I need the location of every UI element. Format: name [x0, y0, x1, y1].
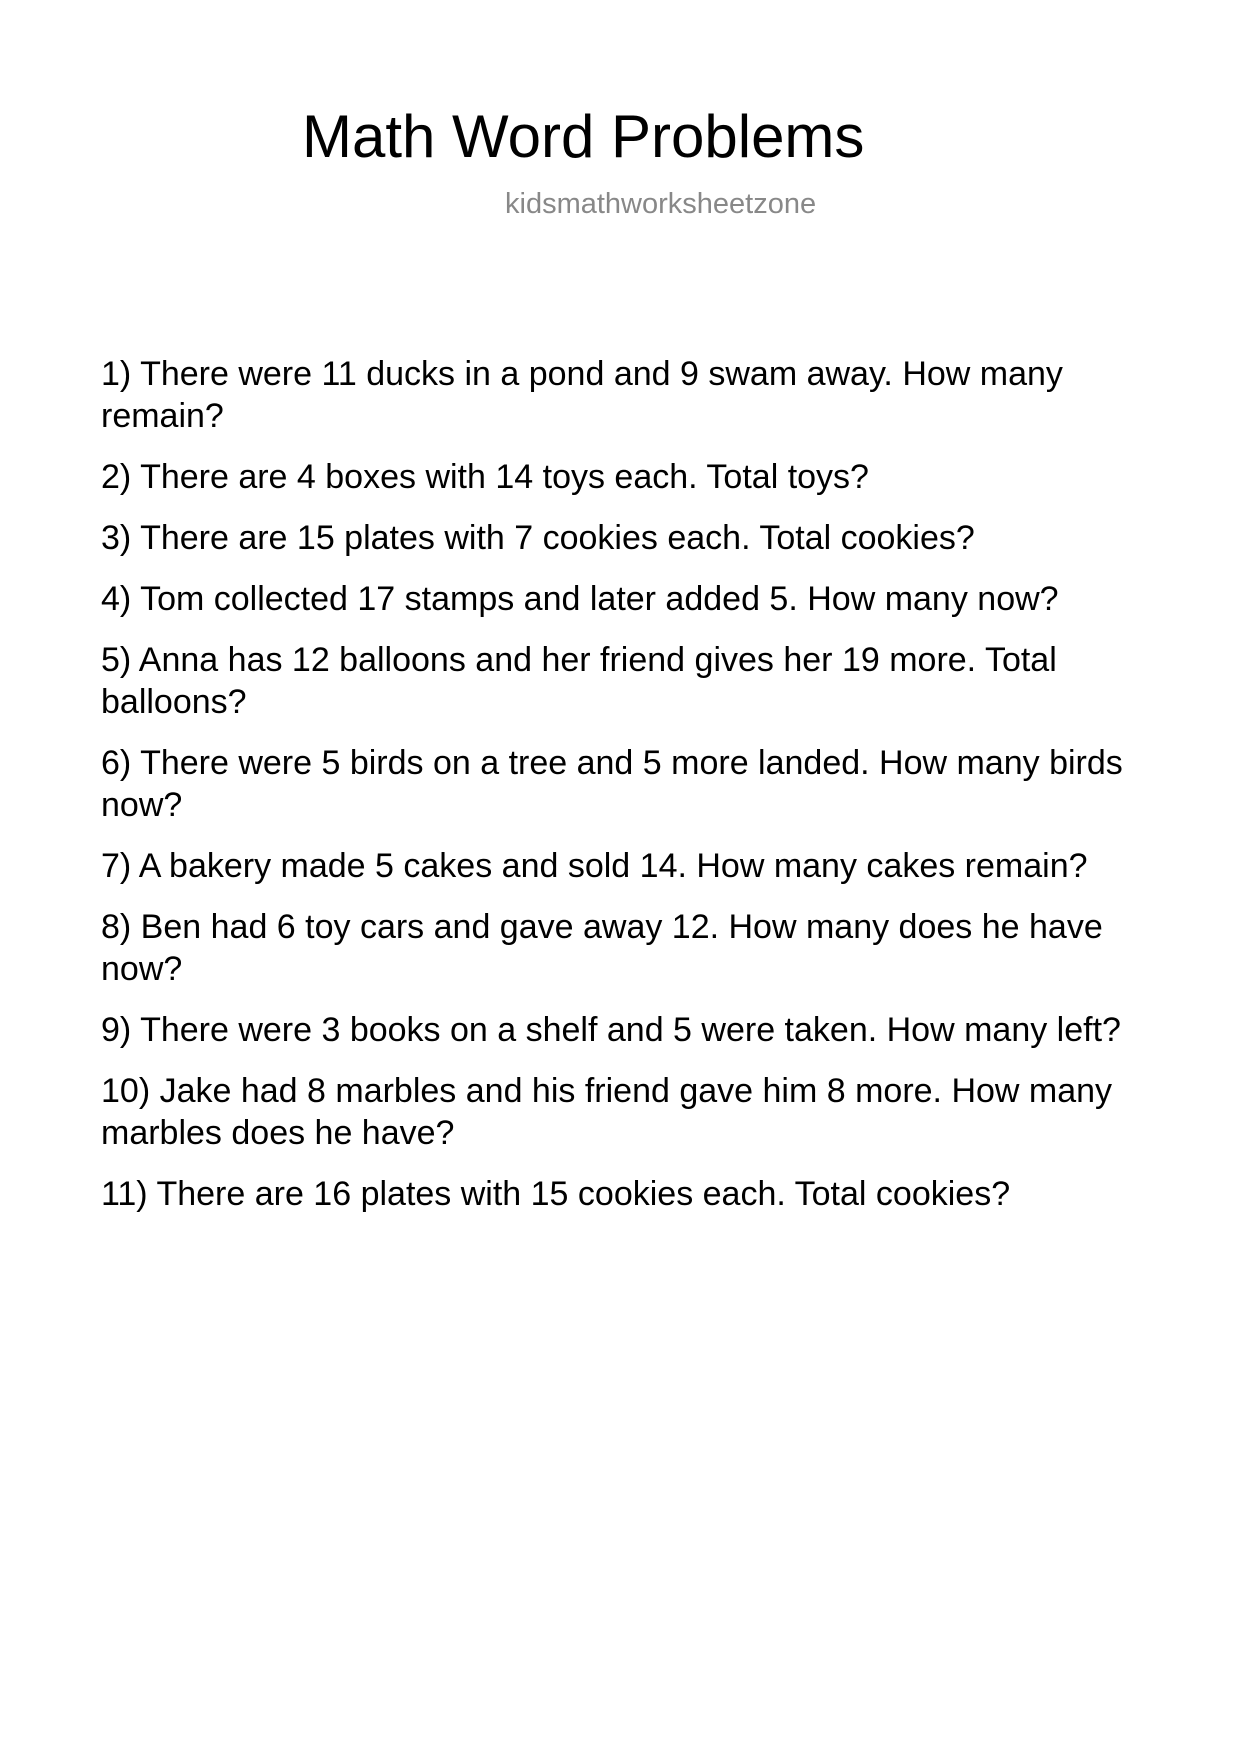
problem-9: 9) There were 3 books on a shelf and 5 were taken. How many left? [101, 1011, 1121, 1049]
problem-1: 1) There were 11 ducks in a pond and 9 swam away. How many remain? [101, 355, 1063, 435]
site-name: kidsmathworksheetzone [505, 188, 817, 220]
problem-8: 8) Ben had 6 toy cars and gave away 12. How many does he have now? [101, 908, 1103, 988]
problem-4: 4) Tom collected 17 stamps and later added 5. How many now? [101, 580, 1059, 618]
problem-10: 10) Jake had 8 marbles and his friend gave him 8 more. How many marbles does he have? [101, 1072, 1113, 1152]
problem-11: 11) There are 16 plates with 15 cookies each. Total cookies? [101, 1175, 1011, 1213]
problem-7: 7) A bakery made 5 cakes and sold 14. How many cakes remain? [101, 847, 1088, 885]
problem-5: 5) Anna has 12 balloons and her friend gives her 19 more. Total balloons? [101, 641, 1057, 721]
problem-6: 6) There were 5 birds on a tree and 5 more landed. How many birds now? [101, 744, 1123, 824]
problem-list [101, 353, 1153, 1234]
problem-2: 2) There are 4 boxes with 14 toys each. Total toys? [101, 458, 869, 496]
page-title: Math Word Problems [302, 103, 865, 170]
problem-3: 3) There are 15 plates with 7 cookies each. Total cookies? [101, 519, 975, 557]
